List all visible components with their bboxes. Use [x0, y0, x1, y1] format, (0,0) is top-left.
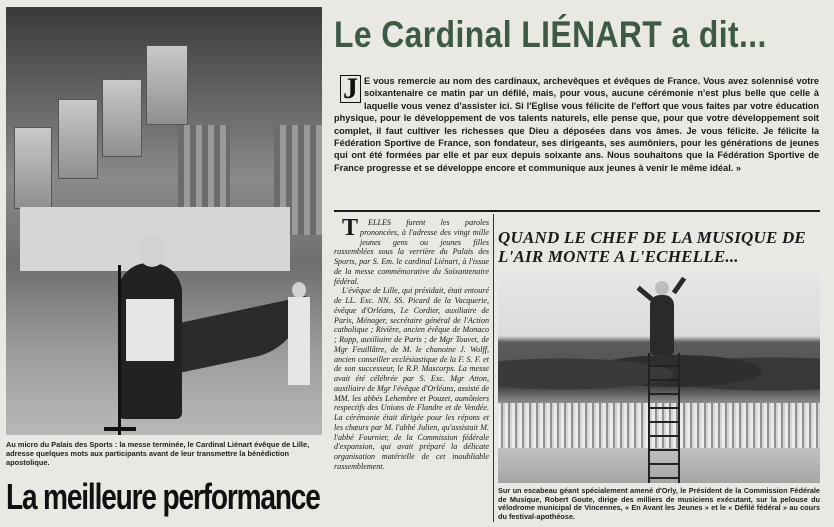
quote-block	[334, 72, 819, 174]
banner	[14, 127, 52, 209]
horizontal-rule	[334, 210, 820, 212]
attendant-head	[292, 282, 306, 298]
banner	[102, 79, 142, 157]
attendant-figure	[288, 297, 310, 385]
microphone-stand	[118, 265, 121, 435]
conductor-head	[655, 281, 669, 295]
banner	[146, 45, 188, 125]
headline: Le Cardinal LIÉNART a dit...	[334, 14, 767, 55]
banner	[58, 99, 98, 179]
cardinal-head	[138, 235, 166, 267]
quote-dropcap: J	[340, 75, 361, 103]
curtain	[178, 125, 230, 220]
ladder	[648, 353, 680, 483]
article-dropcap: T	[342, 215, 359, 241]
conductor-figure	[650, 295, 674, 355]
cardinal-photo	[6, 7, 322, 435]
bottom-title: La meilleure performance	[6, 476, 320, 517]
right-photo-title: QUAND LE CHEF DE LA MUSIQUE DE L'AIR MONTE A L'ECHELLE...	[498, 228, 806, 266]
microphone-base	[104, 427, 136, 431]
left-photo-caption: Au micro du Palais des Sports : la messe terminée, le Cardinal Liénart évêque de Lille, adresse quelques mots aux participants avant de leur transmettre la bénédiction apostolique.	[6, 440, 310, 467]
right-photo-caption: Sur un escabeau géant spécialement amené d'Orly, le Président de la Commission Fédérale de Musique, Robert Goute, dirige des milliers de musiciens exécutant, sur la pelouse du vélodrome municipal de Vincennes, « En Avant les Jeunes » et le « Défilé fédéral » au cours du festival-apothéose.	[498, 486, 820, 521]
quote-text: E vous remercie au nom des cardinaux, archevêques et évêques de France. Vous avez solennisé votre soixantenaire ce matin par un défilé, mais, pour vous, aucune cérémonie n'est plus belle que celle à laquelle vous venez d'assister ici. Si l'Eglise vous félicite de l'effort que vous faites par votre éducation physique, pour le développement de vos talents naturels, elle pense que, pour que votre développement soit complet, il faut cultiver les richesses que Dieu a déposées dans vos âmes. Je vous félicite. Je félicite la Fédération Sportive de France, son fondateur, ses dirigeants, ses aumôniers, pour les générations de jeunes qui ont été formées par elle et par eux depuis soixante ans. Nous souhaitons que la Fédération Sportive de France progresse et se développe encore et communique aux jeunes à venir le même idéal. »	[334, 76, 819, 173]
article-lead	[334, 215, 489, 286]
vertical-rule	[493, 214, 494, 522]
conductor-photo	[498, 273, 820, 483]
article-paragraph: L'évêque de Lille, qui présidait, était entouré de LL. Exc. NN. SS. Picard de la Vacquerie, évêque d'Orléans, Le Cordier, auxiliaire de Paris, Ménager, secrétaire général de l'Action catholique ; Rivière, ancien évêque de Monaco ; Rupp, auxiliaire de Paris ; de Mgr Touvet, de Mgr Feuillâtre, de M. le chanoine J. Wolff, ancien conseiller ecclésiastique de la F. S. F. et de son successeur, le R.P. Mascorps. La messe avait été célébrée par S. Exc. Mgr Atton, auxiliaire de Mgr l'évêque d'Orléans, assisté de MM. les abbés Lehembre et Pouzet, aumôniers respectifs des Unions de Flandre et de Vendée. La cérémonie était dirigée pour les répons et les chœurs par M. l'abbé Julien, qu'assistait M. l'abbé Fournier, de la Commission fédérale d'expansion, qui avait préparé la délicate organisation matérielle de cet inoubliable rassemblement.	[334, 286, 489, 471]
article-lead-text: ELLES furent les paroles prononcées, à l'adresse des vingt mille jeunes gens ou jeunes filles rassemblées sous la verrière du Palais des Sports, par S. Em. le cardinal Liénart, à l'issue de la messe commémorative du Soixantenaire fédéral.	[334, 218, 489, 286]
conductor-arm	[672, 277, 686, 295]
surplice	[126, 299, 174, 361]
article-column	[334, 215, 489, 472]
